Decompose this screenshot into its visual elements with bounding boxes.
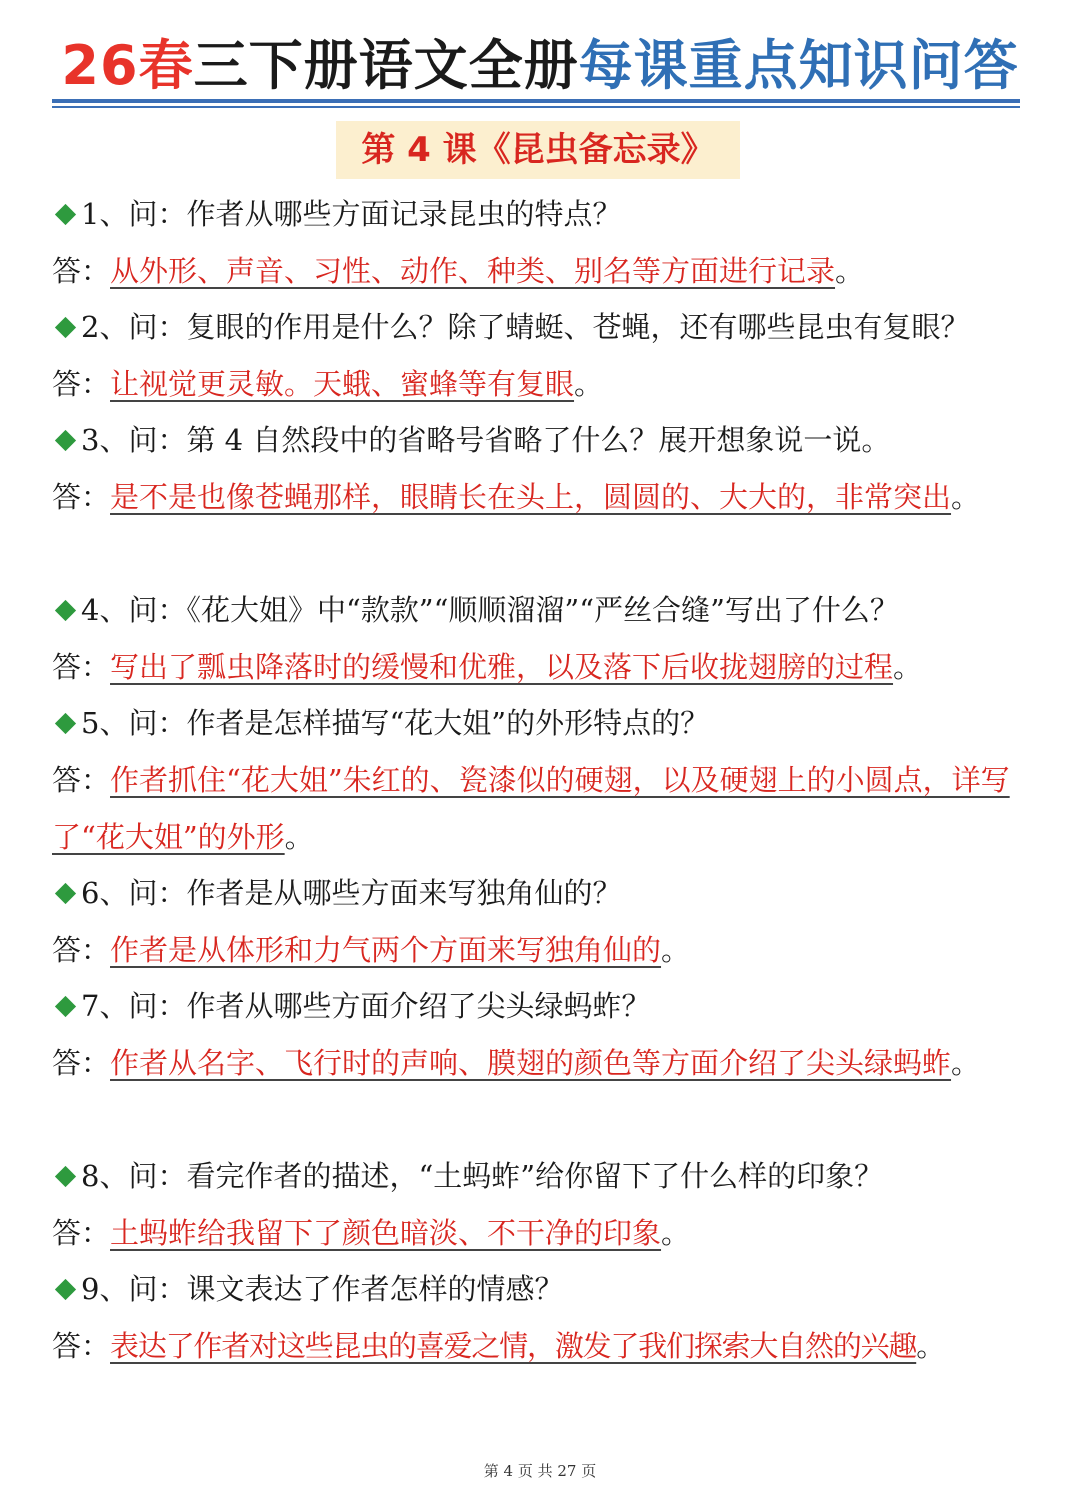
title-subject: 每课重点知识问答 bbox=[578, 34, 1019, 97]
qa-item-9 bbox=[52, 1261, 1026, 1375]
answer-prefix: 答： bbox=[52, 933, 111, 967]
diamond-bullet-icon bbox=[55, 996, 76, 1017]
answer-9: 答：表达了作者对这些昆虫的喜爱之情，激发了我们探索大自然的兴趣。 bbox=[52, 1329, 946, 1363]
answer-prefix: 答： bbox=[52, 1046, 111, 1080]
page-number: 第 4 页 共 27 页 bbox=[483, 1462, 597, 1480]
answer-text: 土蚂蚱给我留下了颜色暗淡、不干净的印象 bbox=[110, 1216, 662, 1250]
answer-prefix: 答： bbox=[52, 650, 111, 684]
answer-7: 答：作者从名字、飞行时的声响、膜翅的颜色等方面介绍了尖头绿蚂蚱。 bbox=[52, 1046, 981, 1080]
question-4: 4、问：《花大姐》中“款款”“顺顺溜溜”“严丝合缝”写出了什么？ bbox=[52, 582, 1026, 639]
answer-4: 答：写出了瓢虫降落时的缓慢和优雅，以及落下后收拢翅膀的过程。 bbox=[52, 650, 923, 684]
answer-prefix: 答： bbox=[52, 480, 111, 514]
answer-5: 答：作者抓住“花大姐”朱红的、瓷漆似的硬翅，以及硬翅上的小圆点，详写了“花大姐”的外形。 bbox=[52, 763, 1010, 854]
answer-text: 作者是从体形和力气两个方面来写独角仙的 bbox=[110, 933, 662, 967]
qa-item-6 bbox=[52, 865, 1026, 979]
diamond-bullet-icon bbox=[55, 713, 76, 734]
qa-item-4 bbox=[52, 582, 1026, 696]
question-3: 3、问：第 4 自然段中的省略号省略了什么？展开想象说一说。 bbox=[52, 412, 1026, 469]
qa-item-8 bbox=[52, 1148, 1026, 1262]
diamond-bullet-icon bbox=[55, 430, 76, 451]
question-8: 8、问：看完作者的描述，“土蚂蚱”给你留下了什么样的印象？ bbox=[52, 1148, 1026, 1205]
answer-text: 让视觉更灵敏。天蛾、蜜蜂等有复眼 bbox=[110, 367, 575, 401]
answer-text: 作者抓住“花大姐”朱红的、瓷漆似的硬翅，以及硬翅上的小圆点，详写了“花大姐”的外形 bbox=[52, 763, 1010, 854]
answer-8: 答：土蚂蚱给我留下了颜色暗淡、不干净的印象。 bbox=[52, 1216, 691, 1250]
answer-1: 答：从外形、声音、习性、动作、种类、别名等方面进行记录。 bbox=[52, 254, 865, 288]
lesson-heading: 第 4 课《昆虫备忘录》 bbox=[336, 121, 740, 179]
diamond-bullet-icon bbox=[55, 883, 76, 904]
title-divider-thin bbox=[52, 106, 1020, 108]
title-divider bbox=[52, 99, 1020, 103]
diamond-bullet-icon bbox=[55, 1279, 76, 1300]
answer-3: 答：是不是也像苍蝇那样，眼睛长在头上，圆圆的、大大的，非常突出。 bbox=[52, 480, 981, 514]
answer-prefix: 答： bbox=[52, 1329, 111, 1363]
question-1: 1、问：作者从哪些方面记录昆虫的特点？ bbox=[52, 186, 1026, 243]
answer-prefix: 答： bbox=[52, 1216, 111, 1250]
question-2: 2、问：复眼的作用是什么？除了蜻蜓、苍蝇，还有哪些昆虫有复眼？ bbox=[52, 299, 1026, 356]
answer-text: 写出了瓢虫降落时的缓慢和优雅，以及落下后收拢翅膀的过程 bbox=[110, 650, 894, 684]
qa-item-3 bbox=[52, 412, 1026, 526]
answer-prefix: 答： bbox=[52, 254, 111, 288]
answer-2: 答：让视觉更灵敏。天蛾、蜜蜂等有复眼。 bbox=[52, 367, 604, 401]
answer-text: 从外形、声音、习性、动作、种类、别名等方面进行记录 bbox=[110, 254, 836, 288]
qa-item-2 bbox=[52, 299, 1026, 413]
question-5: 5、问：作者是怎样描写“花大姐”的外形特点的？ bbox=[52, 695, 1026, 752]
question-9: 9、问：课文表达了作者怎样的情感？ bbox=[52, 1261, 1026, 1318]
title-book: 三下册语文全册 bbox=[193, 34, 579, 97]
answer-text: 是不是也像苍蝇那样，眼睛长在头上，圆圆的、大大的，非常突出 bbox=[110, 480, 952, 514]
page-title bbox=[52, 30, 1028, 102]
answer-prefix: 答： bbox=[52, 367, 111, 401]
title-year: 26春 bbox=[61, 34, 194, 97]
qa-item-7 bbox=[52, 978, 1026, 1092]
qa-item-1 bbox=[52, 186, 1026, 300]
diamond-bullet-icon bbox=[55, 600, 76, 621]
diamond-bullet-icon bbox=[55, 1166, 76, 1187]
qa-item-5 bbox=[52, 695, 1026, 866]
answer-text: 作者从名字、飞行时的声响、膜翅的颜色等方面介绍了尖头绿蚂蚱 bbox=[110, 1046, 952, 1080]
question-6: 6、问：作者是从哪些方面来写独角仙的？ bbox=[52, 865, 1026, 922]
answer-text: 表达了作者对这些昆虫的喜爱之情，激发了我们探索大自然的兴趣 bbox=[110, 1329, 917, 1363]
answer-prefix: 答： bbox=[52, 763, 111, 797]
diamond-bullet-icon bbox=[55, 204, 76, 225]
diamond-bullet-icon bbox=[55, 317, 76, 338]
answer-6: 答：作者是从体形和力气两个方面来写独角仙的。 bbox=[52, 933, 691, 967]
question-7: 7、问：作者从哪些方面介绍了尖头绿蚂蚱？ bbox=[52, 978, 1026, 1035]
